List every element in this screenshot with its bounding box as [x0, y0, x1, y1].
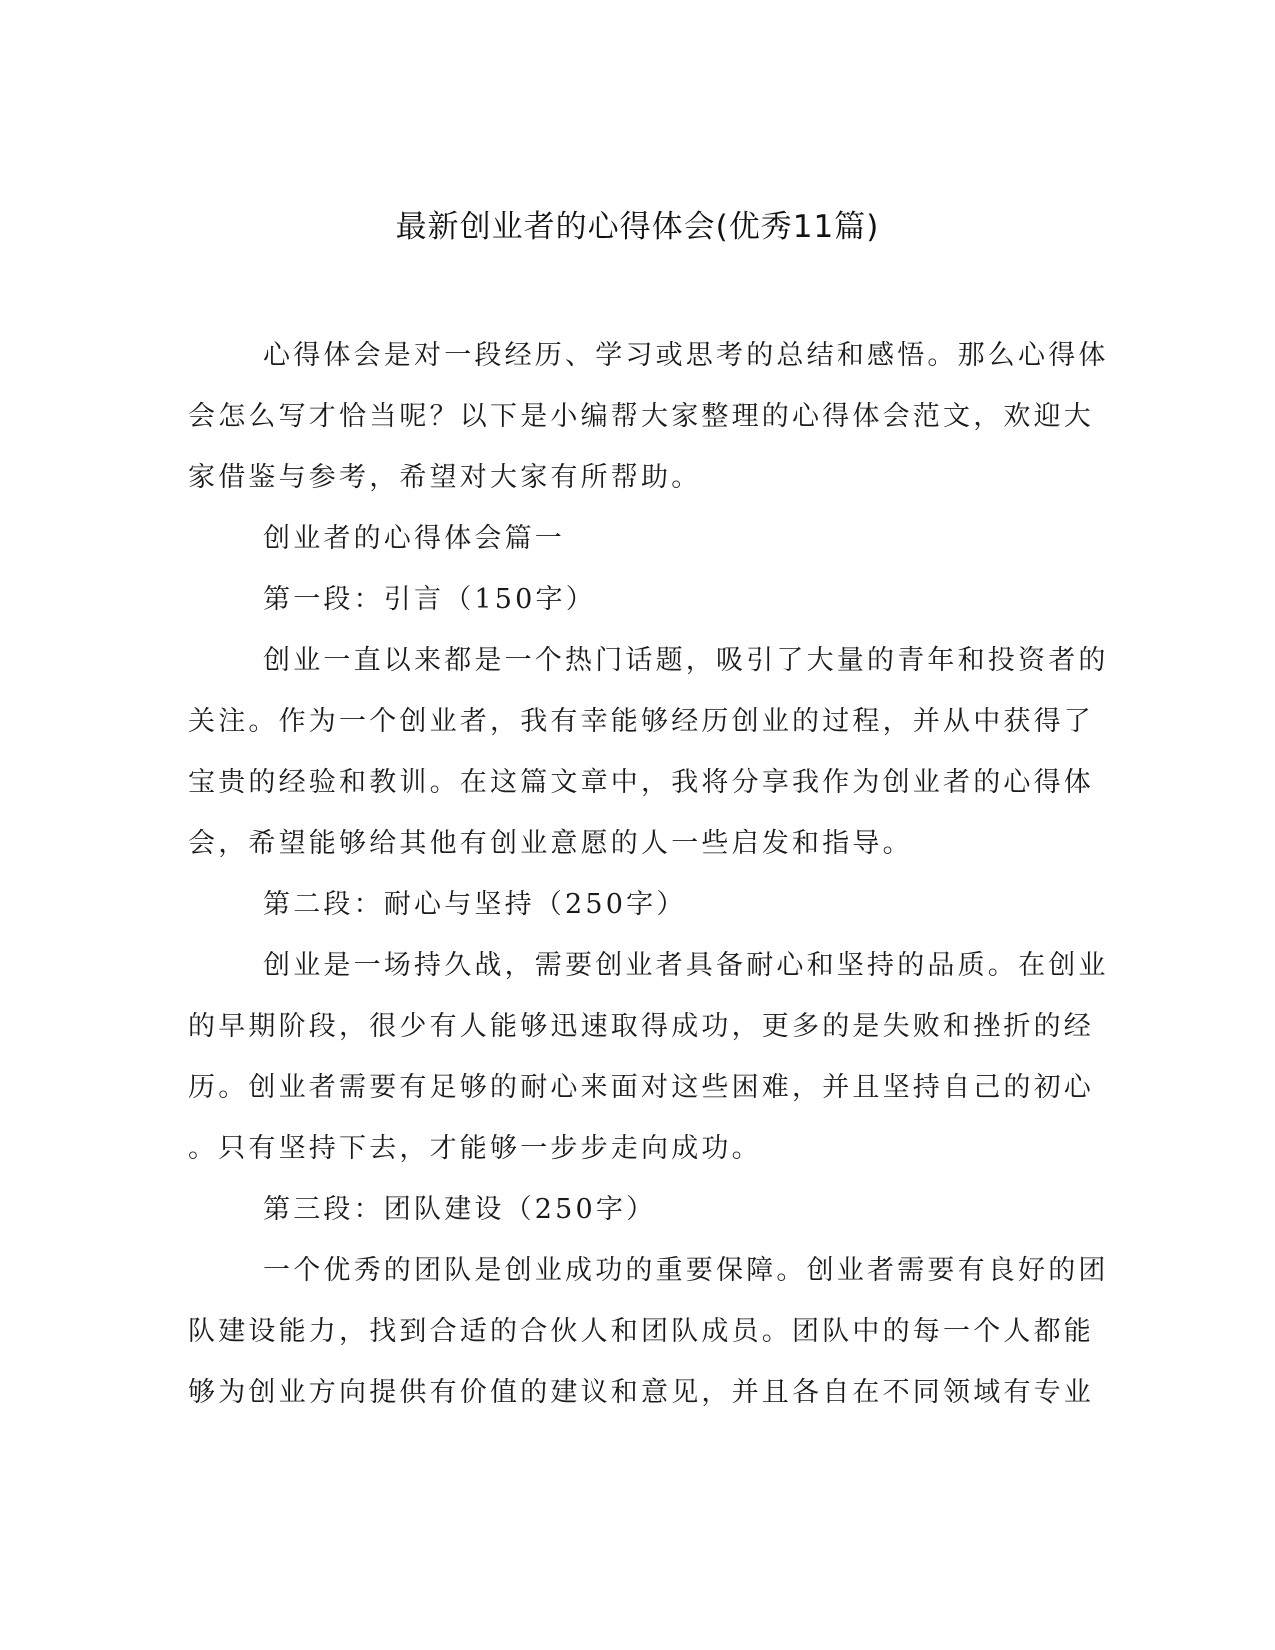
text-line: 队建设能力，找到合适的合伙人和团队成员。团队中的每一个人都能: [188, 1316, 1094, 1347]
text-line: 创业是一场持久战，需要创业者具备耐心和坚持的品质。在创业: [263, 950, 1109, 981]
document-title: 最新创业者的心得体会(优秀11篇): [395, 209, 880, 245]
text-line: 创业者的心得体会篇一: [263, 523, 565, 554]
text-line: 第二段：耐心与坚持（250字）: [263, 889, 687, 920]
text-line: 的早期阶段，很少有人能够迅速取得成功，更多的是失败和挫折的经: [188, 1011, 1094, 1042]
text-line: 。只有坚持下去，才能够一步步走向成功。: [188, 1133, 762, 1164]
text-line: 心得体会是对一段经历、学习或思考的总结和感悟。那么心得体: [263, 340, 1109, 371]
text-line: 一个优秀的团队是创业成功的重要保障。创业者需要有良好的团: [263, 1255, 1109, 1286]
text-line: 够为创业方向提供有价值的建议和意见，并且各自在不同领域有专业: [188, 1377, 1094, 1408]
text-line: 历。创业者需要有足够的耐心来面对这些困难，并且坚持自己的初心: [188, 1072, 1094, 1103]
text-line: 第一段：引言（150字）: [263, 584, 596, 615]
text-line: 创业一直以来都是一个热门话题，吸引了大量的青年和投资者的: [263, 645, 1109, 676]
text-line: 会，希望能够给其他有创业意愿的人一些启发和指导。: [188, 828, 913, 859]
text-line: 第三段：团队建设（250字）: [263, 1194, 657, 1225]
text-line: 家借鉴与参考，希望对大家有所帮助。: [188, 462, 702, 493]
text-line: 关注。作为一个创业者，我有幸能够经历创业的过程，并从中获得了: [188, 706, 1094, 737]
document-body: [188, 325, 1109, 1423]
text-line: 宝贵的经验和教训。在这篇文章中，我将分享我作为创业者的心得体: [188, 767, 1094, 798]
text-line: 会怎么写才恰当呢？以下是小编帮大家整理的心得体会范文，欢迎大: [188, 401, 1094, 432]
